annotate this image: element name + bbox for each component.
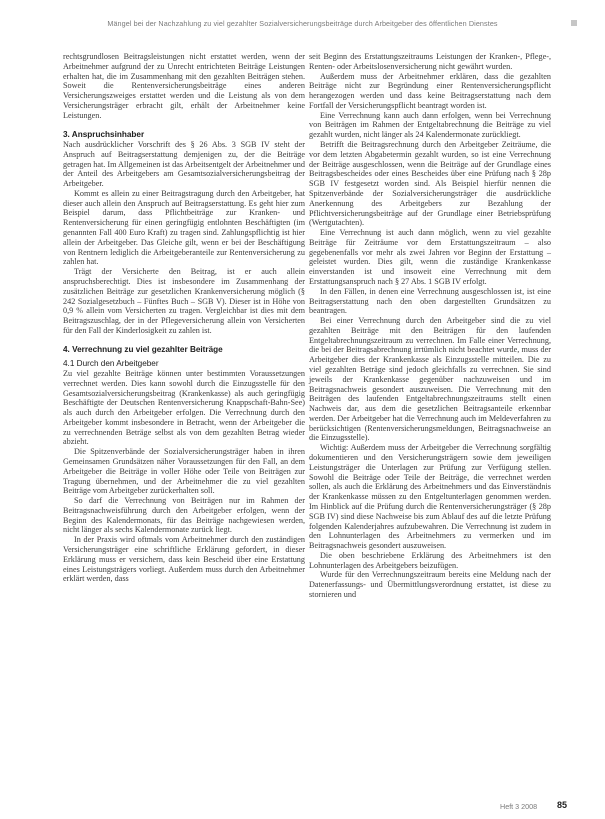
paragraph: In den Fällen, in denen eine Verrechnung ausgeschlossen ist, ist eine Beitragserstattung nach den oben dargestellten Grundsätzen zu beantragen. [309,286,551,316]
paragraph: So darf die Verrechnung von Beiträgen nur im Rahmen der Beitragsnachweisführung durch den Arbeitgeber erfolgen, wenn der Beginn des Kalendermonats, für das Beiträge nachgewiesen werden, nicht länger als sechs Kalendermonate zurück liegt. [63,496,305,535]
paragraph: Wichtig: Außerdem muss der Arbeitgeber die Verrechnung sorgfältig dokumentieren und den Versicherungsträgern sowie dem jeweiligen Leistungsträger die Unterlagen zur Prüfung zur Verfügung stellen. Sowohl die Beiträge oder Teile der Beiträge, die verrechnet werden sollen, als auch die Erklärung des Arbeitnehmers und das Einverständnis der Krankenkasse müssen zu den Entgeltunterlagen genommen werden. Im Hinblick auf die Prüfung durch die Rentenversicherungsträger (§ 28p SGB IV) sind diese Nachweise bis zum Ablauf des auf die letzte Prüfung folgenden Kalenderjahres aufzubewahren. Die Verrechnung ist zudem in den Lohnunterlagen des Arbeitnehmers zu vermerken und im Beitragsnachweis gesondert auszuweisen. [309,443,551,551]
right-column [309,52,551,600]
paragraph: rechtsgrundlosen Beitragsleistungen nicht erstattet werden, wenn der Arbeitnehmer aufgrund der zu Unrecht entrichteten Beiträge Leistungen erhalten hat, die im Zusammenhang mit den gezahlten Beiträgen stehen. Soweit die Rentenversicherungsbeiträge eines anderen Versicherungszweiges erstattet werden und die Leistung als von dem Versicherungsträger erbracht gilt, erhält der Arbeitnehmer keine Leistungen. [63,52,305,120]
paragraph: seit Beginn des Erstattungszeitraums Leistungen der Kranken-, Pflege-, Renten- oder Arbeitslosenversicherung nicht gewährt wurden. [309,52,551,71]
section-heading: 3. Anspruchsinhaber [63,130,145,140]
paragraph: Außerdem muss der Arbeitnehmer erklären, dass die gezahlten Beiträge nicht zur Begründung einer Rentenversicherungspflicht herangezogen werden und dass keine Beitragserstattung nach dem Fortfall der Versicherungspflicht beantragt worden ist. [309,71,551,110]
paragraph: Eine Verrechnung kann auch dann erfolgen, wenn bei Verrechnung von Beiträgen im Rahmen der Entgeltabrechnung die Beiträge zu viel gezahlt wurden, nicht länger als 24 Kalendermonate zurückliegt. [309,110,551,140]
page-number: 85 [557,800,568,810]
paragraph: Wurde für den Verrechnungszeitraum bereits eine Meldung nach der Datenerfassungs- und Übermittlungsverordnung erstattet, ist diese zu stornieren und [309,570,551,599]
paragraph: Die Spitzenverbände der Sozialversicherungsträger haben in ihren Gemeinsamen Grundsätzen näher Voraussetzungen für den Fall, an dem Arbeitgeber die Beiträge in voller Höhe oder Teile von Beiträgen zur Tragung übernehmen, und der Arbeitnehmer die zu viel gezahlten Beiträge vom Arbeitgeber zurückerhalten soll. [63,447,305,496]
paragraph: Betrifft die Beitragsrechnung durch den Arbeitgeber Zeiträume, die vor dem letzten Abgabetermin gezahlt wurden, so ist eine Verrechnung der Beiträge ausgeschlossen, wenn die Beiträge auf der Grundlage eines Beitragsbescheides oder eines Bescheides über eine Prüfung nach § 28p SGB IV festgesetzt worden sind. Als Beispiel hierfür nennen die Spitzenverbände der Sozialversicherungsträger die ausdrückliche Anerkennung des Arbeitgebers zur Bezahlung der Pflichtversicherungsbeiträge auf der Grundlage einer Betriebsprüfung (Wertgutachten). [309,140,551,228]
paragraph: Zu viel gezahlte Beiträge können unter bestimmten Voraussetzungen verrechnet werden. Dies kann sowohl durch die Einzugsstelle für den Gesamtsozialversicherungsbeitrag (Krankenkasse) als auch geringfügig Beschäftigte der Deutschen Rentenversicherung Knappschaft-Bahn-See) als auch durch den Arbeitgeber erfolgen. Die Verrechnung durch den Arbeitgeber kommt insbesondere in Betracht, wenn der Arbeitgeber die zu verrechnenden Beträge selbst als von dem gezahlten Betrag wieder abzieht. [63,368,305,447]
paragraph: Nach ausdrücklicher Vorschrift des § 26 Abs. 3 SGB IV steht der Anspruch auf Beitragserstattung demjenigen zu, der die Beiträge getragen hat. Im Allgemeinen ist das Arbeitsentgelt der Arbeitnehmer und der Anteil des Arbeitgebers am Gesamtsozialversicherungsbeitrag der Arbeitgeber. [63,140,305,189]
paragraph: Die oben beschriebene Erklärung des Arbeitnehmers ist den Lohnunterlagen des Arbeitgebers beizufügen. [309,550,551,570]
section-heading: 4. Verrechnung zu viel gezahlter Beiträge [63,345,223,355]
paragraph: In der Praxis wird oftmals vom Arbeitnehmer durch den zuständigen Versicherungsträger eine schriftliche Erklärung gefordert, in dieser Erklärung muss er versichern, dass kein Bescheid über eine Erstattung eines Leistungsträgers vorliegt. Außerdem muss durch den Arbeitnehmer erklärt werden, dass [63,535,305,584]
paragraph: Eine Verrechnung ist auch dann möglich, wenn zu viel gezahlte Beiträge für Zeiträume vor dem Erstattungszeitraum – also gegebenenfalls vor mehr als zwei Jahren vor Beginn der Erstattung – geleistet wurden. Dies gilt, wenn die zuständige Krankenkasse einverstanden ist und insoweit eine Verrechnung mit dem Erstattungsanspruch nach § 27 Abs. 1 SGB IV erfolgt. [309,228,551,286]
left-column [63,52,305,584]
running-head: Mängel bei der Nachzahlung zu viel gezahlter Sozialversicherungsbeiträge durch Arbeitgeber des öffentlichen Dienstes [107,19,498,28]
paragraph: Trägt der Versicherte den Beitrag, ist er auch allein anspruchsberechtigt. Dies ist insbesondere im Zusammenhang der zusätzlichen Beiträge zur gesetzlichen Krankenversicherung möglich (§ 242 Sozialgesetzbuch – Fünftes Buch – SGB V). Dieser ist in Höhe von 0,9 % allein vom Versicherten zu tragen. Vergleichbar ist dies mit dem Beitragszuschlag, der in der Pflegeversicherung allein von Versicherten für den Fall der Kinderlosigkeit zu zahlen ist. [63,267,305,335]
paragraph: Bei einer Verrechnung durch den Arbeitgeber sind die zu viel gezahlten Beiträge mit den Beiträgen für den laufenden Entgeltabrechnungszeitraum zu verrechnen. Im Falle einer Verrechnung, die bei der Beitragsabrechnung irrtümlich nicht beachtet wurde, muss der Arbeitgeber dies der Krankenkasse als Einzugsstelle mitteilen. Die zu viel gezahlten Beträge sind jedoch gleichfalls zu verrechnen. Sie sind jeweils der Krankenkasse gegenüber nachzuweisen und im Beitragsnachweis gesondert auszuweisen. Die Verrechnung mit den Beiträgen des laufenden Entgeltabrechnungszeitraums stellt einen Nachweis dar, aus dem die gesetzlichen Beitragsanteile erkennbar werden. Der Arbeitgeber hat die Verrechnung auch im Meldeverfahren zu berücksichtigen (Rentenversicherungsmeldungen, Beitragsnachweise an die Einzugsstelle). [309,316,551,443]
header-marker-icon [571,20,577,26]
paragraph: Kommt es allein zu einer Beitragstragung durch den Arbeitgeber, hat dieser auch allein den Anspruch auf Beitragserstattung. Es geht hier zum Beispiel darum, dass Pflichtbeiträge zur Kranken- und Rentenversicherung für einen geringfügig entlohnten Beschäftigten (im genannten Fall 400 Euro Kraft) zu tragen sind. Zahlungspflichtig ist hier allein der Arbeitgeber. Das Gleiche gilt, wenn er bei der Beschäftigung von Rentnern lediglich die Arbeitgeberanteile zur Rentenversicherung zu zahlen hat. [63,188,305,267]
subsection-heading: 4.1 Durch den Arbeitgeber [63,359,159,369]
issue-label: Heft 3 2008 [500,802,538,811]
